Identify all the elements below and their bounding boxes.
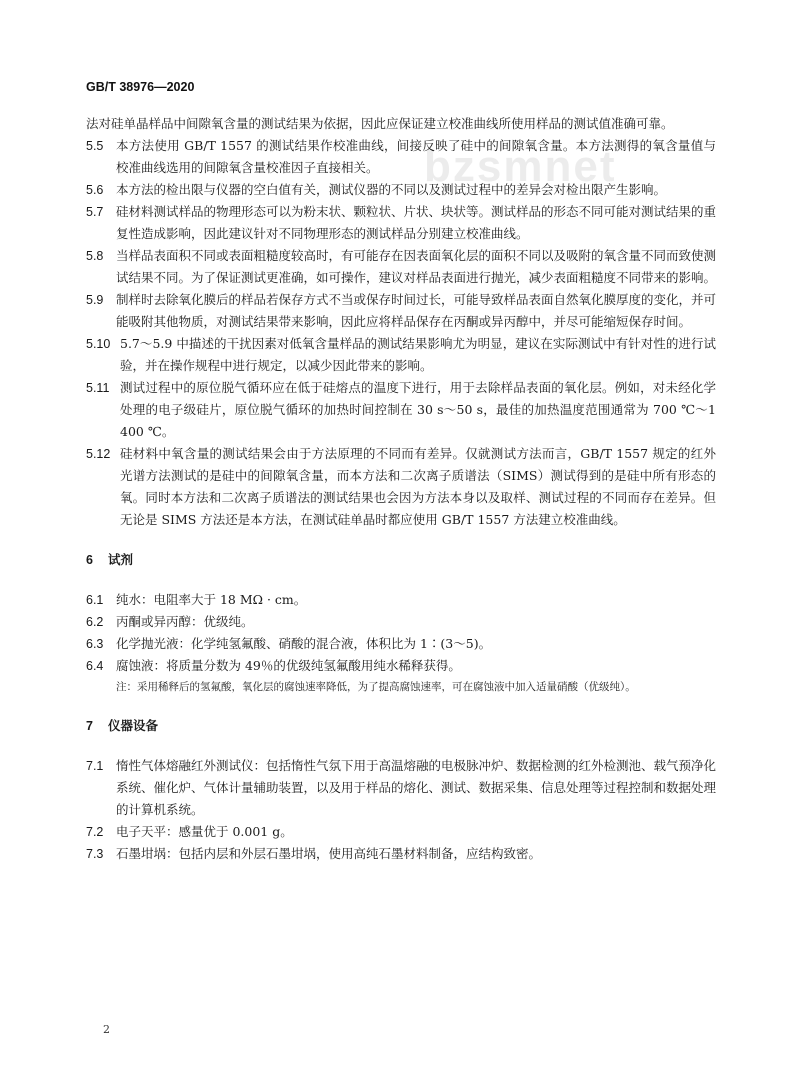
clause-5-12 xyxy=(86,443,716,531)
clause-text: 制样时去除氧化膜后的样品若保存方式不当或保存时间过长，可能导致样品表面自然氧化膜厚度的变化，并可能吸附其他物质，对测试结果带来影响，因此应将样品保存在丙酮或异丙醇中，并尽可能缩短保存时间。 xyxy=(116,292,717,329)
clause-6-4 xyxy=(86,655,716,677)
section-number: 7 xyxy=(86,719,93,733)
clause-7-3 xyxy=(86,843,716,865)
clause-6-1 xyxy=(86,589,716,611)
section-number: 6 xyxy=(86,553,93,567)
clause-text: 腐蚀液：将质量分数为 49％的优级纯氢氟酸用纯水稀释获得。 xyxy=(116,658,461,673)
clause-list-6 xyxy=(86,589,716,697)
clause-number: 5.5 xyxy=(86,139,104,153)
clause-text: 当样品表面积不同或表面粗糙度较高时，有可能存在因表面氧化层的面积不同以及吸附的氧含量不同而致使测试结果不同。为了保证测试更准确，如可操作，建议对样品表面进行抛光，减少表面粗糙度不同带来的影响。 xyxy=(116,248,717,285)
clause-number: 6.4 xyxy=(86,659,104,673)
clause-text: 丙酮或异丙醇：优级纯。 xyxy=(116,614,254,629)
clause-number: 5.6 xyxy=(86,183,104,197)
clause-number: 6.2 xyxy=(86,615,104,629)
clause-5-8 xyxy=(86,245,716,289)
clause-text: 惰性气体熔融红外测试仪：包括惰性气氛下用于高温熔融的电极脉冲炉、数据检测的红外检测池、载气预净化系统、催化炉、气体计量辅助装置，以及用于样品的熔化、测试、数据采集、信息处理等过程控制和数据处理的计算机系统。 xyxy=(116,758,717,817)
clause-text: 纯水：电阻率大于 18 MΩ · cm。 xyxy=(116,592,307,607)
clause-text: 电子天平：感量优于 0.001 g。 xyxy=(116,824,293,839)
clause-6-2 xyxy=(86,611,716,633)
clause-number: 7.3 xyxy=(86,847,104,861)
clause-6-3 xyxy=(86,633,716,655)
clause-number: 5.8 xyxy=(86,249,104,263)
clause-text: 化学抛光液：化学纯氢氟酸、硝酸的混合液，体积比为 1∶(3～5)。 xyxy=(116,636,492,651)
clause-text: 硅材料测试样品的物理形态可以为粉末状、颗粒状、片状、块状等。测试样品的形态不同可能对测试结果的重复性造成影响，因此建议针对不同物理形态的测试样品分别建立校准曲线。 xyxy=(116,204,717,241)
clause-7-2 xyxy=(86,821,716,843)
clause-text: 硅材料中氧含量的测试结果会由于方法原理的不同而有差异。仅就测试方法而言，GB/T 1557 规定的红外光谱方法测试的是硅中的间隙氧含量，而本方法和二次离子质谱法（SIMS）测试得到的是硅中所有形态的氧。同时本方法和二次离子质谱法的测试结果也会因为方法本身以及取样、测试过程的不同而存在差异。但无论是 SIMS 方法还是本方法，在测试硅单晶时都应使用 GB/T 1557 方法建立校准曲线。 xyxy=(120,446,716,527)
clause-text: 石墨坩埚：包括内层和外层石墨坩埚，使用高纯石墨材料制备，应结构致密。 xyxy=(116,846,542,861)
clause-number: 5.9 xyxy=(86,293,104,307)
clause-text: 5.7～5.9 中描述的干扰因素对低氧含量样品的测试结果影响尤为明显，建议在实际测试中有针对性的进行试验，并在操作规程中进行规定，以减少因此带来的影响。 xyxy=(120,336,716,373)
note-text: 注：采用稀释后的氢氟酸，氧化层的腐蚀速率降低，为了提高腐蚀速率，可在腐蚀液中加入适量硝酸（优级纯）。 xyxy=(116,681,636,693)
section-title: 试剂 xyxy=(108,553,134,567)
clause-5-5 xyxy=(86,135,716,179)
clause-5-10 xyxy=(86,333,716,377)
clause-number: 7.1 xyxy=(86,759,104,773)
section-heading-6 xyxy=(86,549,716,571)
clause-7-1 xyxy=(86,755,716,821)
clause-list-7 xyxy=(86,755,716,865)
clause-5-7 xyxy=(86,201,716,245)
page-number: 2 xyxy=(103,1023,110,1036)
clause-5-9 xyxy=(86,289,716,333)
clause-number: 7.2 xyxy=(86,825,104,839)
clause-5-11 xyxy=(86,377,716,443)
clause-number: 5.11 xyxy=(86,381,110,395)
clause-text: 测试过程中的原位脱气循环应在低于硅熔点的温度下进行，用于去除样品表面的氧化层。例如，对未经化学处理的电子级硅片，原位脱气循环的加热时间控制在 30 s～50 s，最佳的加热温度范围通常为 700 ℃～1 400 ℃。 xyxy=(120,380,716,439)
section-heading-7 xyxy=(86,715,716,737)
clause-5-6 xyxy=(86,179,716,201)
document-body xyxy=(86,113,716,865)
clause-number: 5.7 xyxy=(86,205,104,219)
intro-paragraph: 法对硅单晶样品中间隙氧含量的测试结果为依据，因此应保证建立校准曲线所使用样品的测试值准确可靠。 xyxy=(86,116,674,131)
clause-number: 6.3 xyxy=(86,637,104,651)
clause-text: 本方法的检出限与仪器的空白值有关，测试仪器的不同以及测试过程中的差异会对检出限产生影响。 xyxy=(116,182,667,197)
clause-list-5 xyxy=(86,135,716,531)
clause-number: 5.10 xyxy=(86,337,111,351)
clause-number: 6.1 xyxy=(86,593,104,607)
clause-text: 本方法使用 GB/T 1557 的测试结果作校准曲线，间接反映了硅中的间隙氧含量。本方法测得的氧含量值与校准曲线选用的间隙氧含量校准因子直接相关。 xyxy=(116,138,716,175)
watermark: bzsmnet xyxy=(424,142,617,191)
section-title: 仪器设备 xyxy=(108,719,159,733)
clause-number: 5.12 xyxy=(86,447,111,461)
standard-number-header: GB/T 38976—2020 xyxy=(86,80,195,94)
